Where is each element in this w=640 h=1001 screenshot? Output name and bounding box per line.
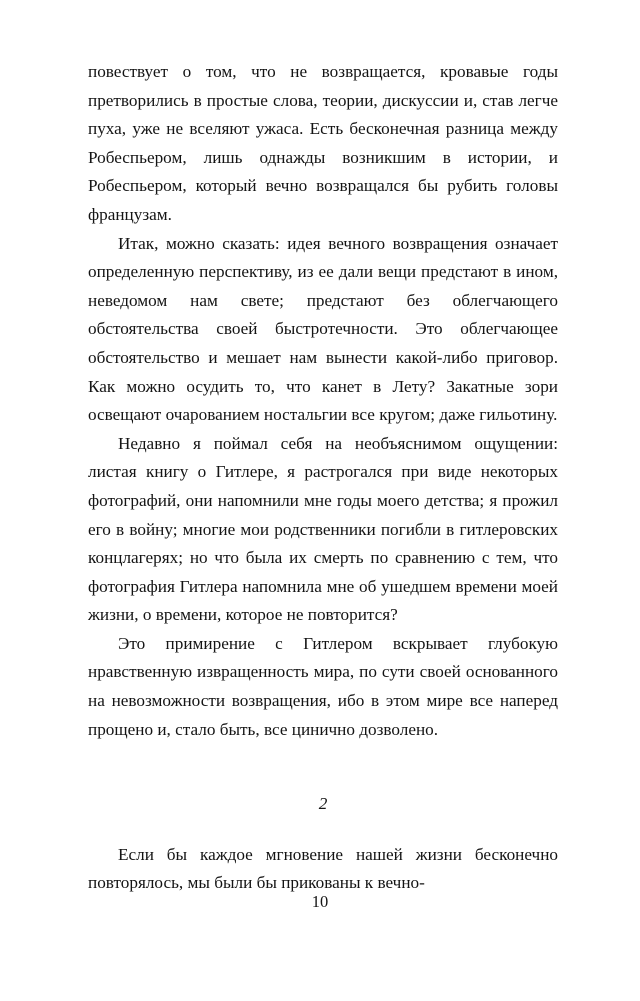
paragraph: Это примирение с Гитлером вскрывает глубокую нравственную извращенность мира, по сути своей основанного на невозможности возвращения, ибо в этом мире все наперед прощено и, стало быть, все цинично дозволено. [88, 633, 558, 739]
page-number: 10 [311, 892, 329, 911]
paragraph: Итак, можно сказать: идея вечного возвращения означает определенную перспективу, из ее дали вещи предстают в ином, неведомом нам свете; предстают без облегчающего обстоятельства своей быстротечности. Это облегчающее обстоятельство и мешает нам вынести какой-либо приговор. Как можно осудить то, что канет в Лету? Закатные зори освещают очарованием ностальгии все кругом; даже гильотину. [88, 233, 558, 425]
paragraph: Недавно я поймал себя на необъяснимом ощущении: листая книгу о Гитлере, я растрогался при виде некоторых фотографий, они напомнили мне годы моего детства; я прожил его в войну; многие мои родственники погибли в гитлеровских концлагерях; но что была их смерть по сравнению с тем, что фотография Гитлера напомнила мне об ушедшем времени моей жизни, о времени, которое не повторится? [88, 433, 558, 625]
text-column [88, 58, 558, 898]
paragraph: Если бы каждое мгновение нашей жизни бесконечно повторялось, мы были бы прикованы к вечно- [88, 844, 558, 893]
section-number: 2 [318, 794, 328, 814]
paragraph: повествует о том, что не возвращается, кровавые годы претворились в простые слова, теории, дискуссии и, став легче пуха, уже не вселяют ужаса. Есть бесконечная разница между Робеспьером, лишь однажды возникшим в истории, и Робеспьером, который вечно возвращался бы рубить головы французам. [88, 62, 558, 224]
